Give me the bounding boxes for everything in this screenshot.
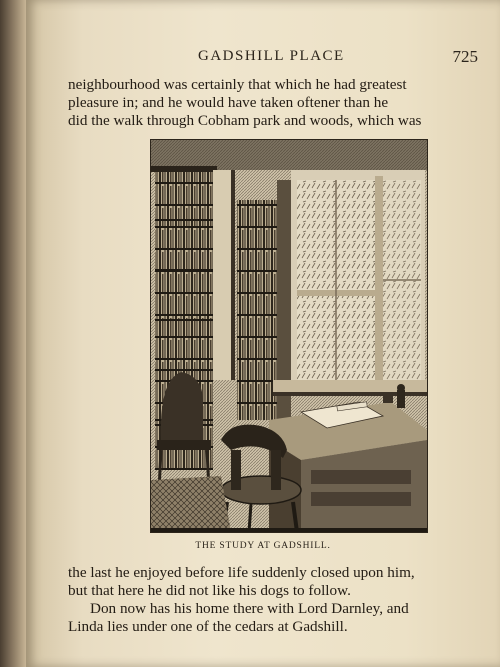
text-line: Don now has his home there with Lord Darnley, and <box>90 600 409 617</box>
text-line: but that here he did not like his dogs to follow. <box>68 582 351 599</box>
paragraph-bottom <box>68 564 478 636</box>
text-line: did the walk through Cobham park and woods, which was <box>68 112 422 129</box>
page-number: 725 <box>452 47 478 66</box>
text-line: the last he enjoyed before life suddenly closed upon him, <box>68 564 415 581</box>
text-line: Linda lies under one of the cedars at Gadshill. <box>68 618 348 635</box>
engraving-illustration <box>150 139 428 533</box>
page-header <box>26 48 500 72</box>
text-line: pleasure in; and he would have taken oftener than he <box>68 94 389 111</box>
study-engraving-graphic <box>151 140 427 532</box>
running-head: GADSHILL PLACE <box>198 48 345 64</box>
figure-caption: THE STUDY AT GADSHILL. <box>195 541 331 551</box>
paragraph-top <box>68 76 478 130</box>
book-page <box>26 0 500 667</box>
text-line: neighbourhood was certainly that which he had greatest <box>68 76 407 93</box>
